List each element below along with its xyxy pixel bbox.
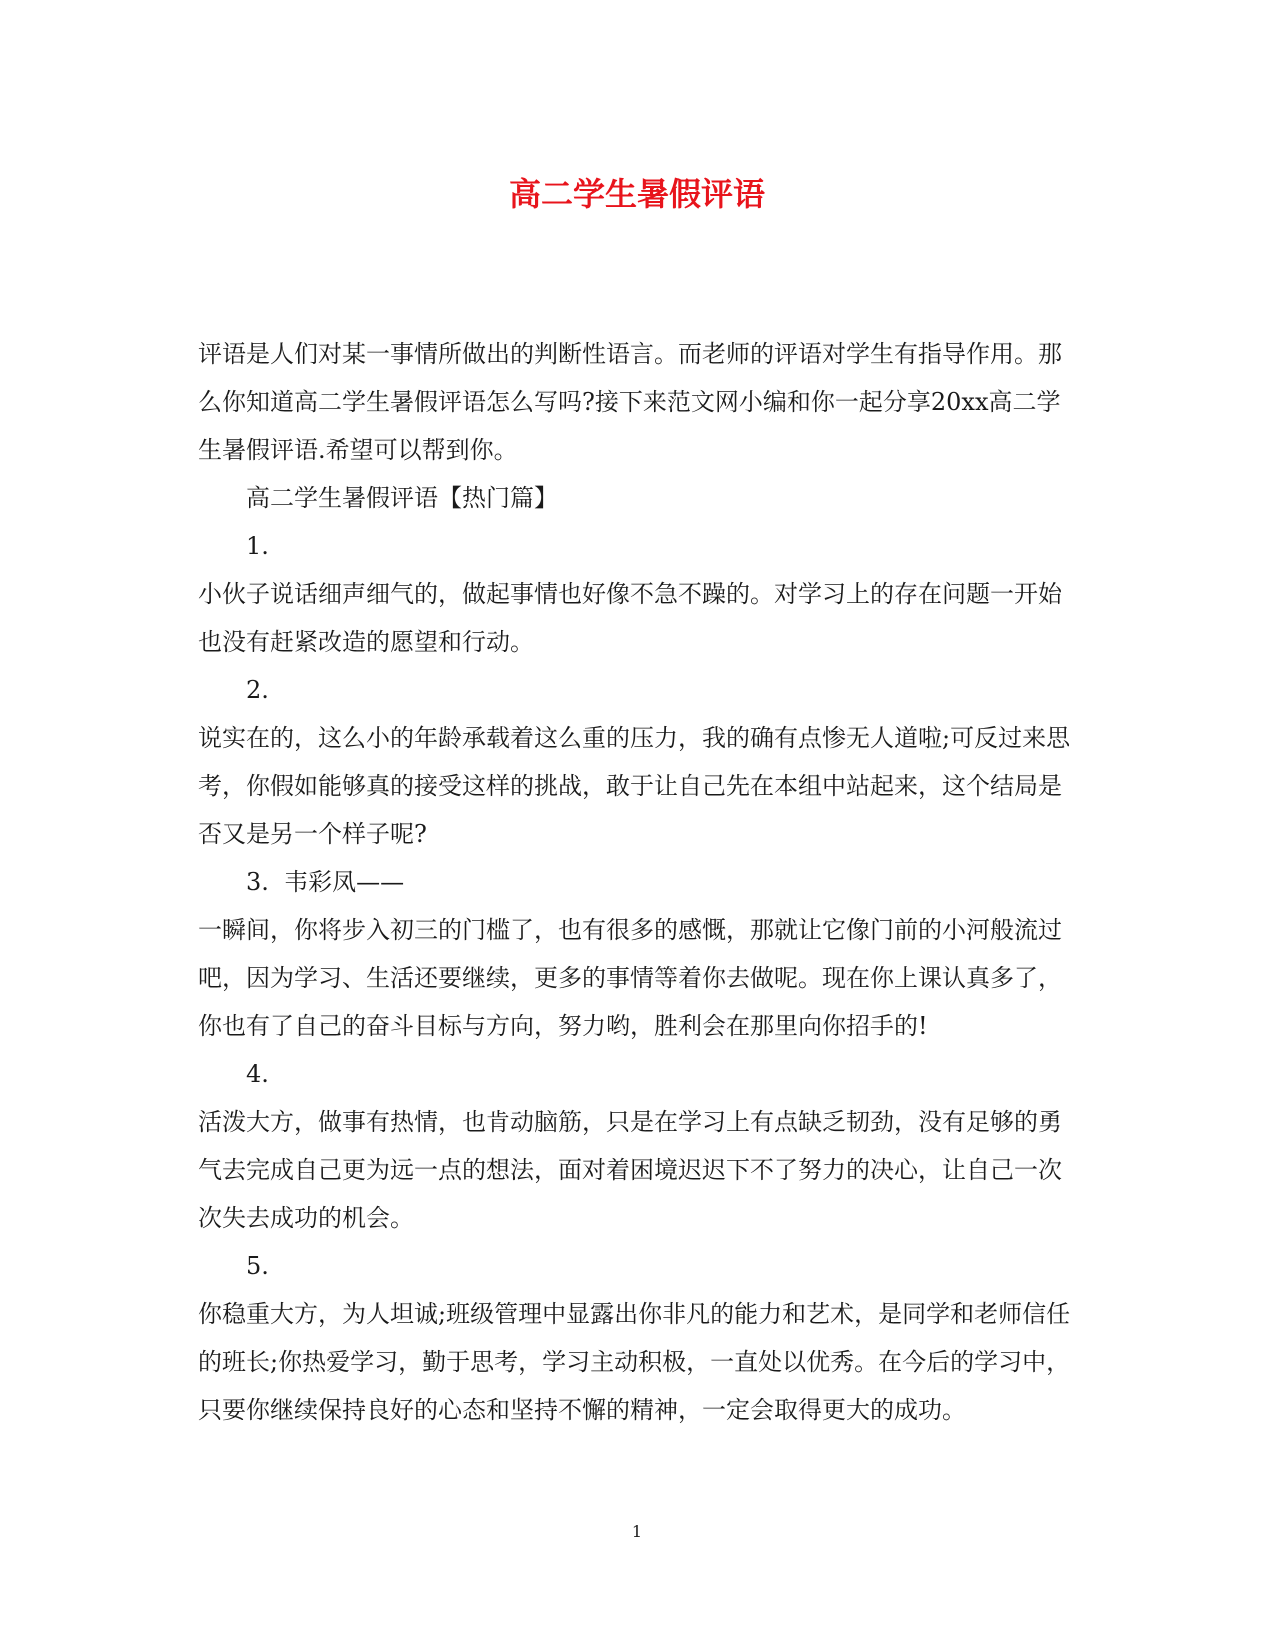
document-body xyxy=(198,330,1078,1434)
item-number-2: 2. xyxy=(246,676,269,704)
item-number-5: 5. xyxy=(246,1252,269,1280)
item-text-3: 一瞬间，你将步入初三的门槛了，也有很多的感慨，那就让它像门前的小河般流过吧，因为学习、生活还要继续，更多的事情等着你去做呢。现在你上课认真多了，你也有了自己的奋斗目标与方向，努力哟，胜利会在那里向你招手的! xyxy=(198,916,1062,1040)
item-number-1: 1. xyxy=(246,532,269,560)
item-text-2: 说实在的，这么小的年龄承载着这么重的压力，我的确有点惨无人道啦;可反过来思考，你假如能够真的接受这样的挑战，敢于让自己先在本组中站起来，这个结局是否又是另一个样子呢? xyxy=(198,724,1071,848)
section-heading: 高二学生暑假评语【热门篇】 xyxy=(246,484,558,512)
item-number-3: 3. 韦彩凤—— xyxy=(246,868,405,896)
intro-paragraph: 评语是人们对某一事情所做出的判断性语言。而老师的评语对学生有指导作用。那么你知道高二学生暑假评语怎么写吗?接下来范文网小编和你一起分享20xx高二学生暑假评语.希望可以帮到你。 xyxy=(198,340,1062,464)
document-title: 高二学生暑假评语 xyxy=(508,175,765,213)
item-text-1: 小伙子说话细声细气的，做起事情也好像不急不躁的。对学习上的存在问题一开始也没有赶紧改造的愿望和行动。 xyxy=(198,580,1062,656)
item-text-4: 活泼大方，做事有热情，也肯动脑筋，只是在学习上有点缺乏韧劲，没有足够的勇气去完成自己更为远一点的想法，面对着困境迟迟下不了努力的决心，让自己一次次失去成功的机会。 xyxy=(198,1108,1062,1232)
item-text-5: 你稳重大方，为人坦诚;班级管理中显露出你非凡的能力和艺术，是同学和老师信任的班长;你热爱学习，勤于思考，学习主动积极，一直处以优秀。在今后的学习中，只要你继续保持良好的心态和坚持不懈的精神，一定会取得更大的成功。 xyxy=(198,1300,1071,1424)
item-number-4: 4. xyxy=(246,1060,269,1088)
page-number: 1 xyxy=(631,1522,643,1541)
